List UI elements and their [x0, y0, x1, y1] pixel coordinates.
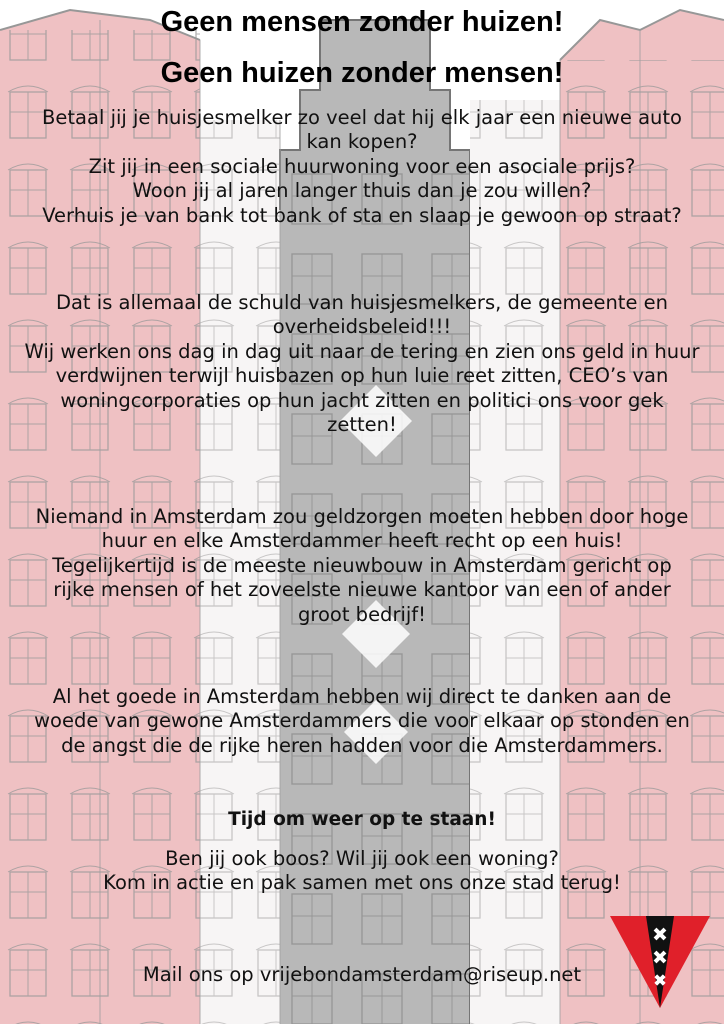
paragraph-line: Wij werken ons dag in dag uit naar de tering en zien ons geld in huur: [24, 339, 700, 363]
paragraph-line: Woon jij al jaren langer thuis dan je zou willen?: [132, 179, 592, 203]
paragraph-line: verdwijnen terwijl huisbazen op hun luie reet zitten, CEO’s van: [55, 364, 669, 388]
paragraph-line: woede van gewone Amsterdammers die voor elkaar op stonden en: [34, 709, 690, 733]
headline-line-2: Geen huizen zonder mensen!: [160, 57, 564, 89]
paragraph-rights: [6, 505, 718, 627]
call-to-action-heading: Tijd om weer op te staan!: [228, 809, 496, 830]
paragraph-line: Zit jij in een sociale huurwoning voor een asociale prijs?: [88, 154, 636, 178]
paragraph-history: [6, 685, 718, 758]
paragraph-line: overheidsbeleid!!!: [272, 315, 452, 339]
paragraph-blame: [6, 291, 718, 437]
paragraph-line: Ben jij ook boos? Wil jij ook een woning?: [165, 847, 559, 870]
paragraph-questions: [6, 106, 718, 228]
paragraph-line: zetten!: [327, 413, 397, 437]
paragraph-line: huur en elke Amsterdammer heeft recht op een huis!: [101, 529, 623, 553]
paragraph-line: Niemand in Amsterdam zou geldzorgen moeten hebben door hoge: [35, 505, 689, 528]
paragraph-line: de angst die de rijke heren hadden voor die Amsterdammers.: [61, 733, 663, 757]
paragraph-line: Kom in actie en pak samen met ons onze stad terug!: [103, 871, 621, 895]
paragraph-line: groot bedrijf!: [298, 602, 426, 626]
paragraph-line: Al het goede in Amsterdam hebben wij direct te danken aan de: [52, 685, 672, 708]
paragraph-line: woningcorporaties op hun jacht zitten en politici ons voor gek: [60, 388, 664, 412]
paragraph-line: Betaal jij je huisjesmelker zo veel dat hij elk jaar een nieuwe auto: [42, 106, 682, 129]
call-to-action-text: [6, 847, 718, 896]
headline-line-1: Geen mensen zonder huizen!: [160, 6, 564, 38]
paragraph-line: rijke mensen of het zoveelste nieuwe kantoor van een of ander: [53, 578, 671, 602]
paragraph-line: Tegelijkertijd is de meeste nieuwbouw in Amsterdam gericht op: [52, 553, 672, 577]
amsterdam-shield-icon: [610, 912, 710, 1012]
paragraph-line: kan kopen?: [306, 130, 418, 154]
contact-email: Mail ons op vrijebondamsterdam@riseup.net: [142, 963, 582, 986]
paragraph-line: Dat is allemaal de schuld van huisjesmelkers, de gemeente en: [55, 291, 669, 314]
paragraph-line: Verhuis je van bank tot bank of sta en slaap je gewoon op straat?: [42, 203, 682, 227]
